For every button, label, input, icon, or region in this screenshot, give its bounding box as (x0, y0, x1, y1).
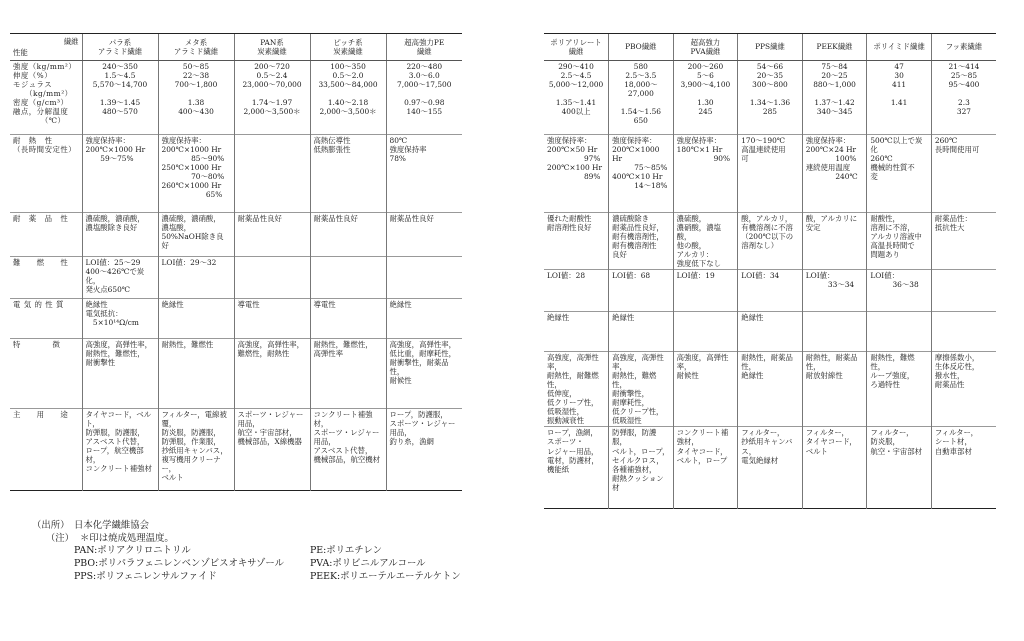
table-cell: 耐薬品性良好 (386, 213, 462, 257)
table-cell: 200～720 0.5～2.4 23,000～70,000 1.74～1.97 2,000～3,500＊ (234, 61, 310, 135)
table-cell: 導電性 (310, 299, 386, 339)
table-cell: LOI値：25～29 400～426℃で炭化， 発火点650℃ (82, 257, 158, 299)
table-cell: 200～260 5～6 3,900～4,100 1.30 245 (673, 61, 738, 135)
table-cell: 耐薬品性良好 (310, 213, 386, 257)
abbreviation-item: PE:ポリエチレン (310, 545, 382, 556)
table-cell: 絶縁性 (158, 299, 234, 339)
abbreviation-item: PPS:ポリフェニレンサルファイド (74, 570, 217, 582)
table-cell: LOI値：34 (738, 270, 803, 312)
table-row (544, 352, 996, 427)
table-cell: 80℃ 強度保持率 78% (386, 135, 462, 213)
table-cell: LOI値：19 (673, 270, 738, 312)
table-cell: 耐熱性，耐薬品性， 絶縁性 (738, 352, 803, 427)
table-cell: LOI値：29～32 (158, 257, 234, 299)
table-cell: 酸，アルカリ， 有機溶剤に不溶 （200℃以下の 溶剤なし） (738, 213, 803, 270)
table-cell: 高強度，高弾性率， 難燃性，耐熱性 (234, 339, 310, 409)
table-row (10, 339, 462, 409)
table-cell: 摩擦係数小， 生体反応性， 撥水性， 耐薬品性 (931, 352, 996, 427)
table-cell (931, 270, 996, 312)
column-header: ピッチ系 炭素繊維 (310, 34, 386, 61)
table-row (544, 213, 996, 270)
table-cell (802, 312, 867, 352)
table-cell: 高強度，高弾性率， 耐熱性，耐難燃性， 低伸度， 低クリープ性， 低吸湿性， 振動減衰性 (547, 353, 599, 426)
table-cell: LOI値： 36～38 (867, 270, 932, 312)
column-header: PBO繊維 (609, 34, 674, 61)
table-row (10, 135, 462, 213)
table-cell (234, 257, 310, 299)
column-header: PPS繊維 (738, 34, 803, 61)
table-cell: 強度保持率： 200℃×1000 Hr 85～90% 250℃×1000 Hr 70～80% 260℃×1000 Hr 65% (158, 135, 234, 213)
table-cell: ロープ，防護服， スポーツ・レジャー用品， 釣り糸，漁網 (386, 409, 462, 491)
table-row (10, 257, 462, 299)
left-header-row (10, 34, 462, 61)
table-cell: LOI値：28 (547, 271, 586, 281)
right-fiber-table (544, 33, 996, 509)
table-cell: 580 2.5～3.5 18,000～27,000 1.54～1.56 650 (609, 61, 674, 135)
left-fiber-table (10, 33, 462, 491)
table-cell: 強度保持率： 180℃×1 Hr 90% (673, 135, 738, 213)
table-cell: 220～480 3.0～6.0 7,000～17,500 0.97～0.98 140～155 (386, 61, 462, 135)
source-value: 日本化学繊維協会 (74, 520, 150, 531)
source-note (32, 520, 174, 533)
corner-fiber-label: 繊維 (63, 37, 79, 46)
table-cell: 100～350 0.5～2.0 33,500～84,000 1.40～2.18 2,000～3,500＊ (310, 61, 386, 135)
table-cell: 50～85 22～38 700～1,800 1.38 400～430 (158, 61, 234, 135)
table-row (544, 135, 996, 213)
table-cell: タイヤコード，ベルト， 防弾服，防護服， アスベスト代替， ロープ，航空機部材， コンクリート補強材 (82, 409, 158, 491)
table-cell: 強度保持率： 200℃×24 Hr 100% 連続使用温度 240℃ (802, 135, 867, 213)
table-cell: 耐薬品性： 抵抗性大 (931, 213, 996, 270)
footnotes (32, 520, 174, 546)
table-row (544, 427, 996, 509)
table-cell (673, 312, 738, 352)
table-cell (310, 257, 386, 299)
column-header: 超高強力PE 繊維 (386, 34, 462, 61)
table-cell: 優れた耐酸性 耐溶剤性良好 (547, 214, 592, 233)
abbreviation-item: PBO:ポリパラフェニレンベンゾビスオキサゾール (74, 557, 284, 569)
table-cell: 耐熱性，耐薬品性， 耐放射線性 (802, 352, 867, 427)
table-cell: 濃硫酸，濃硝酸， 濃塩酸， 50%NaOH除き良好 (158, 213, 234, 257)
table-cell: フィルター， タイヤコード， ベルト (802, 427, 867, 509)
table-cell: 濃硫酸除き 耐薬品性良好， 耐有機溶剤性， 耐有機溶剤性 良好 (609, 213, 674, 270)
note-value: ＊印は焼成処理温度。 (80, 532, 174, 544)
table-cell: 500℃以上で炭 化 260℃ 機械的性質不 変 (867, 135, 932, 213)
table-row (544, 61, 996, 135)
row-label: 耐 薬 品 性 (13, 214, 69, 223)
source-key: （出所） (32, 520, 70, 531)
table-cell: ロープ，漁網， スポーツ・ レジャー用品， 電材，防護材， 機能紙 (547, 428, 599, 474)
table-cell: スポーツ・レジャー用品， 航空・宇宙部材， 機械部品，X線機器 (234, 409, 310, 491)
table-cell: LOI値：68 (609, 270, 674, 312)
abbreviation-list (74, 545, 480, 583)
right-header-row (544, 34, 996, 61)
table-cell: 高熱伝導性 低熱膨張性 (310, 135, 386, 213)
table-cell: 54～66 20～35 300～800 1.34～1.36 285 (738, 61, 803, 135)
column-header: PAN系 炭素繊維 (234, 34, 310, 61)
abbreviation-item: PEEK:ポリエーテルエーテルケトン (310, 570, 461, 582)
table-cell: 75～84 20～25 880～1,000 1.37～1.42 340～345 (802, 61, 867, 135)
table-cell: 高強度，高弾性率， 低比重，耐摩耗性， 耐衝撃性，耐薬品性， 耐候性 (386, 339, 462, 409)
abbreviation-item: PAN:ポリアクリロニトリル (74, 545, 191, 556)
table-cell: 強度保持率： 200℃×1000 Hr 75～85% 400℃×10 Hr 14～18% (609, 135, 674, 213)
column-header: フッ素繊維 (931, 34, 996, 61)
table-cell: フィルター， シート材， 自動車部材 (931, 427, 996, 509)
column-header: PEEK繊維 (802, 34, 867, 61)
table-cell (386, 257, 462, 299)
table-cell: コンクリート補強材， タイヤコード， ベルト，ロープ (673, 427, 738, 509)
table-cell: 170～190℃ 高温連続使用 可 (738, 135, 803, 213)
table-cell: フィルター，電線被覆， 防炎服，防護服， 防弾服，作業服， 抄紙用キャンバス， 複写機用クリーナー， ベルト (158, 409, 234, 491)
table-cell: 導電性 (234, 299, 310, 339)
table-cell: 強度保持率： 200℃×1000 Hr 59～75% (82, 135, 158, 213)
table-cell: 耐熱性，難燃性， 高弾性率 (310, 339, 386, 409)
row-label: 強度（kg/mm²） 伸度（%） モジュラス （kg/mm²） 密度（g/cm³） 融点，分解温度 （℃） (13, 62, 77, 126)
table-cell: 耐熱性，難燃性 (158, 339, 234, 409)
row-label: 耐 熱 性 （長時間安定性） (13, 136, 77, 155)
asterisk-note (32, 533, 174, 546)
table-cell: LOI値： 33～34 (802, 270, 867, 312)
column-header: ポリイミド繊維 (867, 34, 932, 61)
table-cell: 290～410 2.5～4.5 5,000～12,000 1.35～1.41 400以上 (548, 62, 604, 117)
table-row (10, 61, 462, 135)
table-row (544, 312, 996, 352)
corner-performance-label: 性能 (13, 47, 28, 57)
table-cell: 260℃ 長時間使用可 (931, 135, 996, 213)
table-cell (931, 312, 996, 352)
table-cell: 47 30 411 1.41 (867, 61, 932, 135)
table-cell: コンクリート補強材， スポーツ・レジャー用品， アスベスト代替， 機械部品，航空機材 (310, 409, 386, 491)
table-cell: 高強度，高弾性率， 耐熱性，難燃性， 耐衝撃性 (82, 339, 158, 409)
table-cell (867, 312, 932, 352)
table-cell: 防弾服，防護服， ベルト，ロープ， セイルクロス， 各種補強材， 耐熱クッション材 (609, 427, 674, 509)
corner-header (10, 34, 82, 61)
column-header: メタ系 アラミド繊維 (158, 34, 234, 61)
table-row (544, 270, 996, 312)
table-cell: 耐酸性， 溶剤に不溶， アルカリ溶液中 高温長時間で 問題あり (867, 213, 932, 270)
row-label: 電 気 的 性 質 (13, 300, 64, 309)
table-cell: 絶縁性 (738, 312, 803, 352)
table-cell: 絶縁性 (609, 312, 674, 352)
table-cell: 絶縁性 (547, 313, 570, 323)
table-row (10, 213, 462, 257)
table-cell: 強度保持率： 200℃×50 Hr 97% 200℃×100 Hr 89% (547, 136, 603, 182)
table-cell: 酸，アルカリに 安定 (802, 213, 867, 270)
table-cell: フィルター， 防炎服， 航空・宇宙部材 (867, 427, 932, 509)
table-cell: 高強度，高弾性率， 耐熱性，難燃性， 耐衝撃性， 耐摩耗性， 低クリープ性， 低吸湿性 (609, 352, 674, 427)
table-cell: 耐熱性，難燃性， ループ強度， ろ過特性 (867, 352, 932, 427)
column-header: パラ系 アラミド繊維 (82, 34, 158, 61)
table-row (10, 299, 462, 339)
row-label: 主 用 途 (13, 410, 69, 419)
column-header: ポリアリレート 繊維 (544, 34, 609, 61)
table-cell: 絶縁性 (386, 299, 462, 339)
table-cell: 21～414 25～85 95～400 2.3 327 (931, 61, 996, 135)
row-label: 難 燃 性 (13, 258, 69, 267)
table-cell: フィルター， 抄紙用キャンバス， 電気絶縁材 (738, 427, 803, 509)
column-header: 超高強力 PVA繊維 (673, 34, 738, 61)
table-cell: 高強度，高弾性率， 耐候性 (673, 352, 738, 427)
table-cell: 絶縁性 電気抵抗： 5×10¹⁴Ω/cm (82, 299, 158, 339)
table-cell (234, 135, 310, 213)
table-cell: 濃硫酸， 濃硝酸，濃塩酸， 他の酸， アルカリ： 強度低下なし (673, 213, 738, 270)
abbreviation-item: PVA:ポリビニルアルコール (310, 557, 426, 569)
table-cell: 耐薬品性良好 (234, 213, 310, 257)
note-key: （注） (45, 532, 74, 544)
table-row (10, 409, 462, 491)
table-cell: 240～350 1.5～4.5 5,570～14,700 1.39～1.45 480～570 (82, 61, 158, 135)
row-label: 特 徴 (13, 340, 61, 349)
table-cell: 濃硫酸，濃硝酸， 濃塩酸除き良好 (82, 213, 158, 257)
